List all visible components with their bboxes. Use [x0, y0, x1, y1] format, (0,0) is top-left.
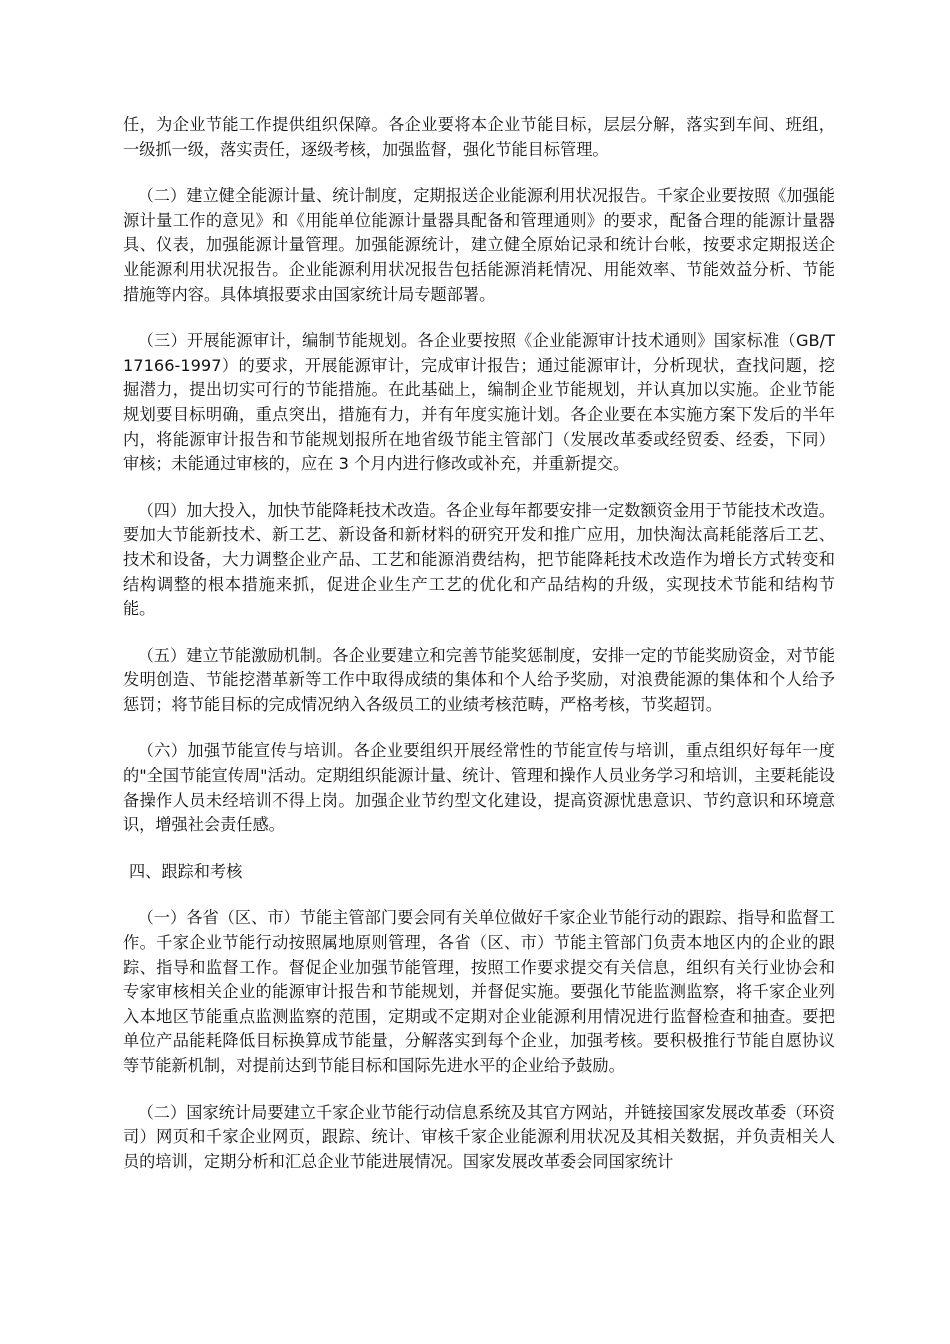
paragraph-item-3: （三）开展能源审计，编制节能规划。各企业要按照《企业能源审计技术通则》国家标准（GB/T 17166-1997）的要求，开展能源审计，完成审计报告；通过能源审计，分析现状，查找问题，挖掘潜力，提出切实可行的节能措施。在此基础上，编制企业节能规划，并认真加以实施。企业节能规划要目标明确，重点突出，措施有力，并有年度实施计划。各企业要在本实施方案下发后的半年内，将能源审计报告和节能规划报所在地省级节能主管部门（发展改革委或经贸委、经委，下同）审核；未能通过审核的，应在 3 个月内进行修改或补充，并重新提交。 — [123, 331, 835, 474]
section-heading: 四、跟踪和考核 — [129, 861, 243, 881]
section-paragraph-2: （二）国家统计局要建立千家企业节能行动信息系统及其官方网站，并链接国家发展改革委（环资司）网页和千家企业网页，跟踪、统计、审核千家企业能源利用状况及其相关数据，并负责相关人员的培训，定期分析和汇总企业节能进展情况。国家发展改革委会同国家统计 — [123, 1102, 835, 1171]
paragraph-item-2: （二）建立健全能源计量、统计制度，定期报送企业能源利用状况报告。千家企业要按照《加强能源计量工作的意见》和《用能单位能源计量器具配备和管理通则》的要求，配备合理的能源计量器具、仪表，加强能源计量管理。加强能源统计，建立健全原始记录和统计台帐，按要求定期报送企业能源利用状况报告。企业能源利用状况报告包括能源消耗情况、用能效率、节能效益分析、节能措施等内容。具体填报要求由国家统计局专题部署。 — [123, 186, 835, 304]
paragraph-continuation: 任，为企业节能工作提供组织保障。各企业要将本企业节能目标，层层分解，落实到车间、班组，一级抓一级，落实责任，逐级考核，加强监督，强化节能目标管理。 — [123, 115, 835, 159]
document-body — [123, 113, 835, 1196]
paragraph-item-6: （六）加强节能宣传与培训。各企业要组织开展经常性的节能宣传与培训，重点组织好每年一度的"全国节能宣传周"活动。定期组织能源计量、统计、管理和操作人员业务学习和培训，主要耗能设备操作人员未经培训不得上岗。加强企业节约型文化建设，提高资源忧患意识、节约意识和环境意识，增强社会责任感。 — [123, 741, 835, 835]
section-paragraph-1: （一）各省（区、市）节能主管部门要会同有关单位做好千家企业节能行动的跟踪、指导和监督工作。千家企业节能行动按照属地原则管理，各省（区、市）节能主管部门负责本地区内的企业的跟踪、指导和监督工作。督促企业加强节能管理，按照工作要求提交有关信息，组织有关行业协会和专家审核相关企业的能源审计报告和节能规划，并督促实施。要强化节能监测监察，将千家企业列入本地区节能重点监测监察的范围，定期或不定期对企业能源利用情况进行监督检查和抽查。要把单位产品能耗降低目标换算成节能量，分解落实到每个企业，加强考核。要积极推行节能自愿协议等节能新机制，对提前达到节能目标和国际先进水平的企业给予鼓励。 — [123, 908, 835, 1075]
paragraph-item-5: （五）建立节能激励机制。各企业要建立和完善节能奖惩制度，安排一定的节能奖励资金，对节能发明创造、节能挖潜革新等工作中取得成绩的集体和个人给予奖励，对浪费能源的集体和个人给予惩罚；将节能目标的完成情况纳入各级员工的业绩考核范畴，严格考核，节奖超罚。 — [123, 645, 835, 714]
paragraph-item-4: （四）加大投入，加快节能降耗技术改造。各企业每年都要安排一定数额资金用于节能技术改造。要加大节能新技术、新工艺、新设备和新材料的研究开发和推广应用，加快淘汰高耗能落后工艺、技术和设备，大力调整企业产品、工艺和能源消费结构，把节能降耗技术改造作为增长方式转变和结构调整的根本措施来抓，促进企业生产工艺的优化和产品结构的升级，实现技术节能和结构节能。 — [123, 500, 835, 619]
